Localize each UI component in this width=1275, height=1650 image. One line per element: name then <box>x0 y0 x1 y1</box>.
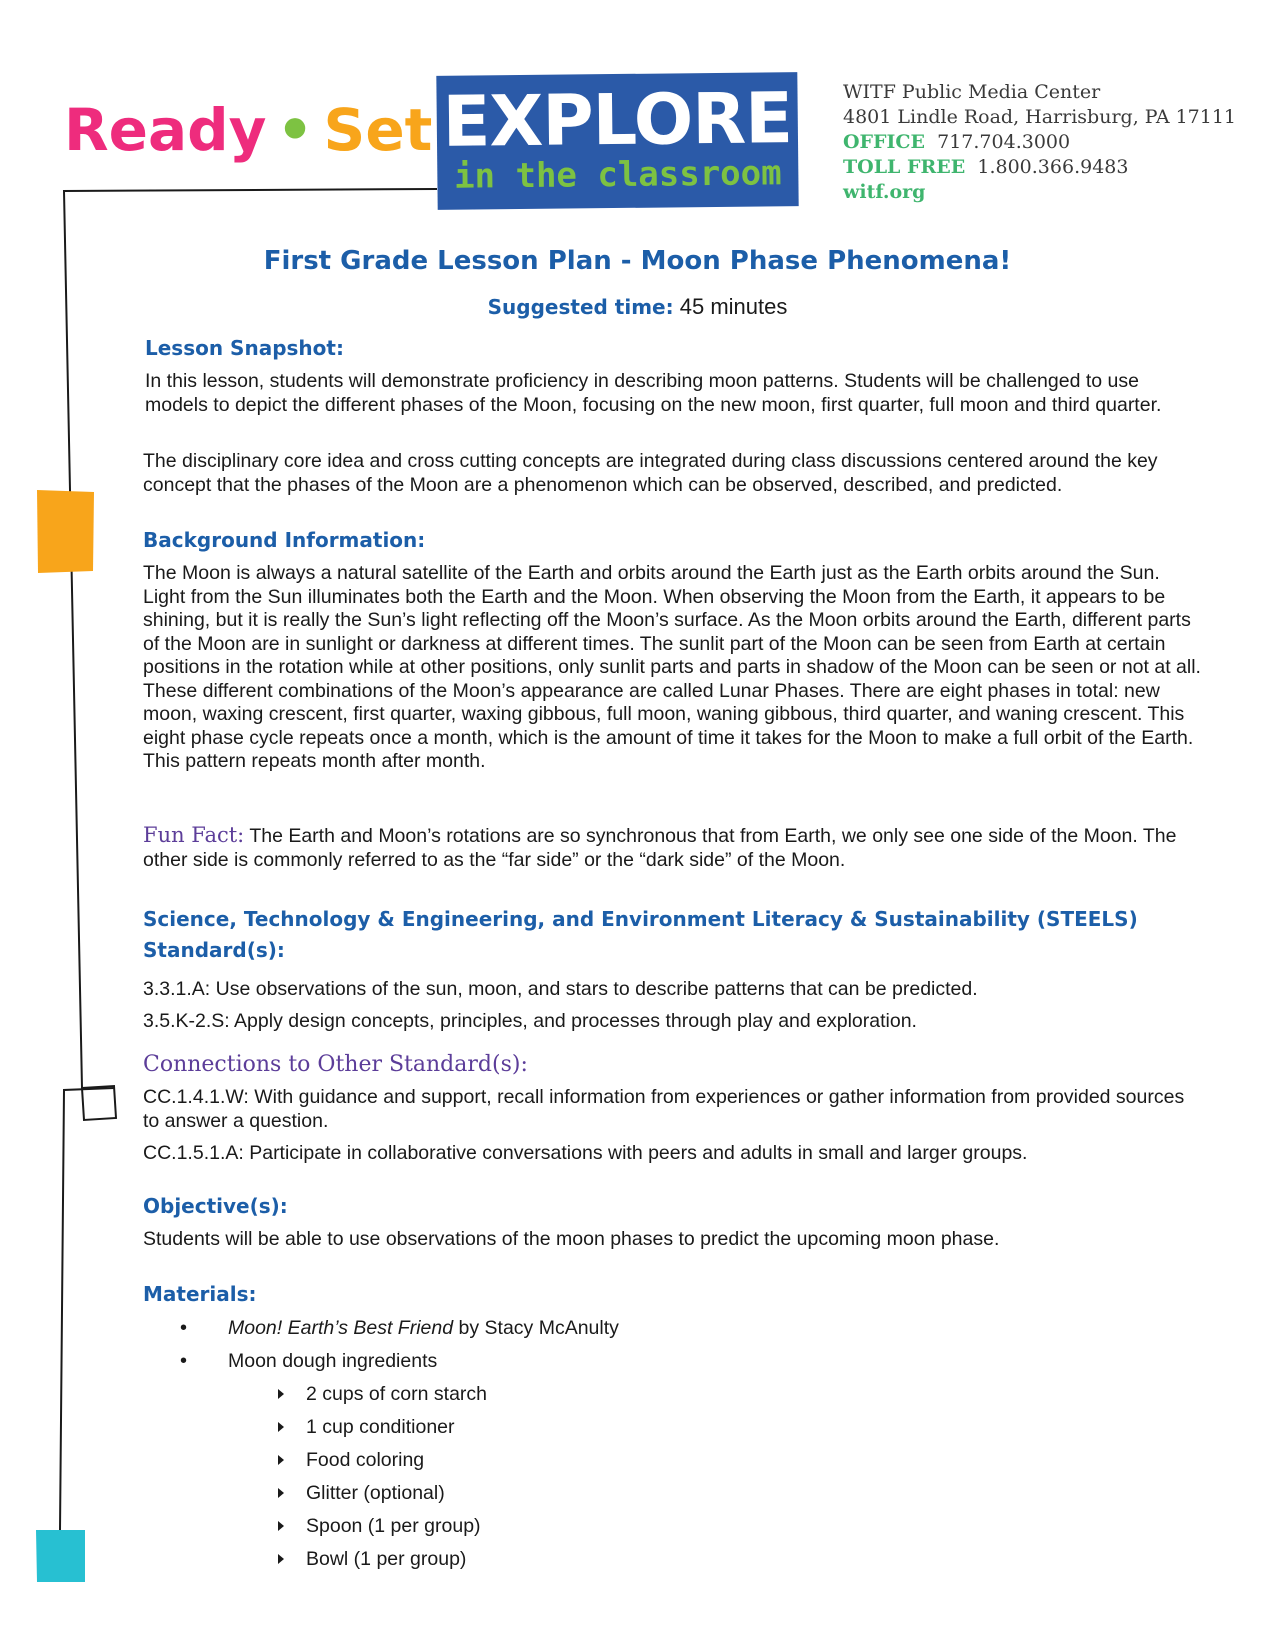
connection-standard-1: CC.1.4.1.W: With guidance and support, recall information from experiences or gather information from provided sources to answer a question. <box>143 1086 1185 1132</box>
book-title: Moon! Earth’s Best Friend <box>228 1317 454 1339</box>
bullet-icon: • <box>180 1350 188 1372</box>
steels-standard-1: 3.3.1.A: Use observations of the sun, moon, and stars to describe patterns that can be predicted. <box>143 978 978 1000</box>
dough-ingredients-list <box>228 1382 1128 1580</box>
arrow-bullet-icon <box>278 1389 284 1399</box>
list-item: 1 cup conditioner <box>306 1415 1128 1448</box>
list-item: 2 cups of corn starch <box>306 1382 1128 1415</box>
connections-heading: Connections to Other Standard(s): <box>143 1052 528 1077</box>
logo-in-the-classroom: in the classroom <box>453 153 782 197</box>
teal-square <box>36 1530 85 1582</box>
materials-list <box>180 1316 1128 1382</box>
objectives-text: Students will be able to use observations of the moon phases to predict the upcoming moon phase. <box>143 1228 1000 1250</box>
street-address: 4801 Lindle Road, Harrisburg, PA 17111 <box>843 106 1237 128</box>
arrow-bullet-icon <box>278 1554 284 1564</box>
list-item: • Moon dough ingredients <box>180 1350 438 1372</box>
snapshot-paragraph-2: The disciplinary core idea and cross cutting concepts are integrated during class discussions centered around the key concept that the phases of the Moon are a phenomenon which can be observed, described, and predicted. <box>143 450 1158 496</box>
arrow-bullet-icon <box>278 1488 284 1498</box>
snapshot-paragraph-1: In this lesson, students will demonstrate proficiency in describing moon patterns. Students will be challenged to use models to depict the different phases of the Moon, focusing on the new moon, first quarter, full moon and third quarter. <box>145 370 1162 416</box>
arrow-bullet-icon <box>278 1422 284 1432</box>
website-link[interactable]: witf.org <box>843 181 926 203</box>
list-item: Spoon (1 per group) <box>306 1514 1128 1547</box>
logo-dot: • <box>276 96 314 164</box>
org-name: WITF Public Media Center <box>843 81 1101 103</box>
suggested-time: Suggested time: 45 minutes <box>487 294 788 319</box>
fun-fact-label: Fun Fact: <box>143 823 245 847</box>
arrow-bullet-icon <box>278 1521 284 1531</box>
address-block <box>843 80 1236 205</box>
snapshot-heading: Lesson Snapshot: <box>145 336 344 360</box>
list-item: Bowl (1 per group) <box>306 1547 1128 1580</box>
connection-standard-2: CC.1.5.1.A: Participate in collaborative conversations with peers and adults in small and larger groups. <box>143 1142 1028 1164</box>
bullet-icon: • <box>180 1317 188 1339</box>
fun-fact <box>143 824 1205 872</box>
orange-square <box>37 490 94 573</box>
background-heading: Background Information: <box>143 528 426 552</box>
arrow-bullet-icon <box>278 1455 284 1465</box>
steels-standard-2: 3.5.K-2.S: Apply design concepts, principles, and processes through play and exploration. <box>143 1010 917 1032</box>
logo-explore: EXPLORE <box>442 77 793 163</box>
book-author: by Stacy McAnulty <box>453 1317 619 1339</box>
list-item: Food coloring <box>306 1448 1128 1481</box>
logo-set: Set <box>323 96 433 164</box>
materials-heading: Materials: <box>143 1282 257 1306</box>
fun-fact-text: The Earth and Moon’s rotations are so synchronous that from Earth, we only see one side of the Moon. The other side is commonly referred to as the “far side” or the “dark side” of the Moon. <box>143 825 1177 871</box>
list-item: Glitter (optional) <box>306 1481 1128 1514</box>
logo-explore-box <box>436 72 798 210</box>
background-paragraph: The Moon is always a natural satellite of the Earth and orbits around the Earth just as the Earth orbits around the Sun. Light from the Sun illuminates both the Earth and the Moon. When observing the Moon from the Earth, it appears to be shining, but it is really the Sun’s light reflecting off the Moon’s surface. As the Moon orbits around the Earth, different parts of the Moon are in sunlight or darkness at different times. The sunlit part of the Moon can be seen from Earth at certain positions in the rotation while at other positions, only sunlit parts and parts in shadow of the Moon can be seen or not at all. These different combinations of the Moon’s appearance are called Lunar Phases. There are eight phases in total: new moon, waxing crescent, first quarter, waxing gibbous, full moon, waning gibbous, third quarter, and waning crescent. This eight phase cycle repeats once a month, which is the amount of time it takes for the Moon to make a full orbit of the Earth. This pattern repeats month after month. <box>143 562 1201 772</box>
tollfree-line: TOLL FREE 1.800.366.9483 <box>843 156 1129 178</box>
logo-ready-set <box>64 96 432 164</box>
office-line: OFFICE 717.704.3000 <box>843 131 1071 153</box>
steels-heading: Science, Technology & Engineering, and Environment Literacy & Sustainability (STEELS) Standard(s): <box>143 907 1138 962</box>
page-title: First Grade Lesson Plan - Moon Phase Phenomena! <box>263 246 1012 276</box>
outline-square <box>82 1086 116 1120</box>
list-item <box>180 1316 1128 1349</box>
logo-ready: Ready <box>64 96 267 164</box>
objectives-heading: Objective(s): <box>143 1194 288 1218</box>
